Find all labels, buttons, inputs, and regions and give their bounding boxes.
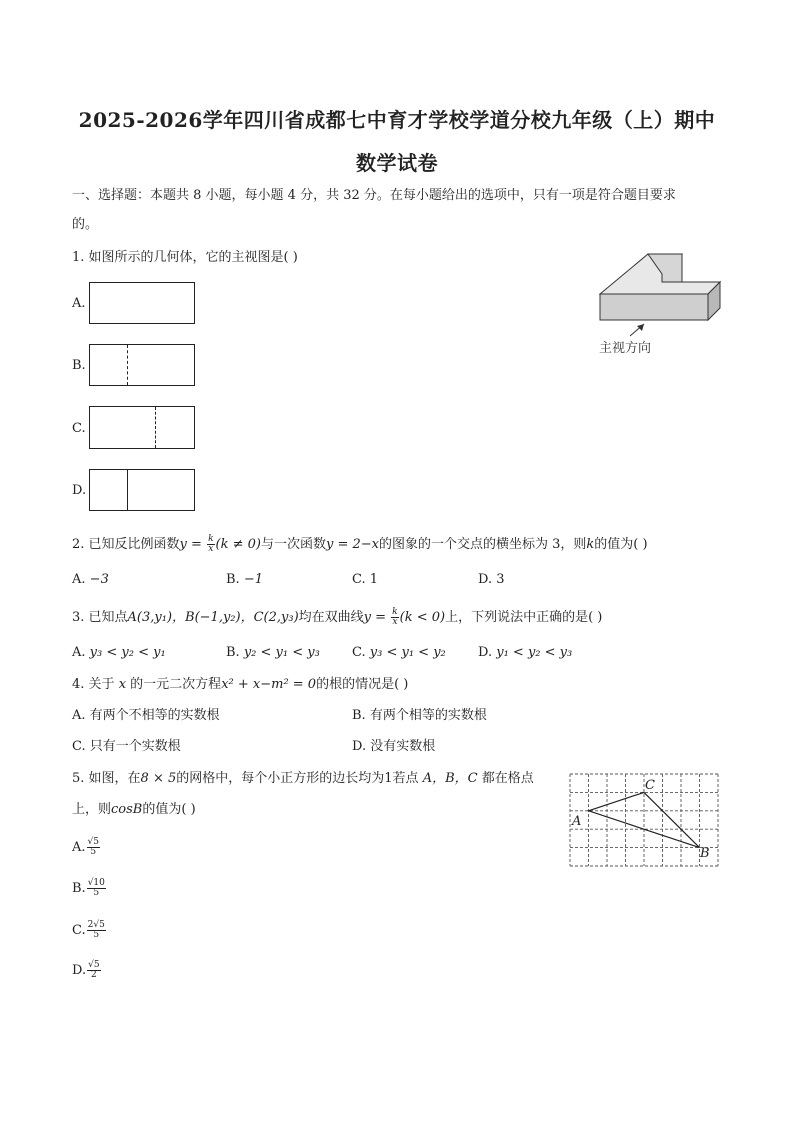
q1-option-d-label: D. [72,483,87,498]
q5-option-a-num: √5 [87,837,99,847]
visible-edge-line [127,470,128,510]
q5-option-b: B. $\frac{√10}{5}$ [72,878,105,898]
q2-var: k [586,537,595,552]
q2-text-post: 的图象的一个交点的横坐标为 3，则 [379,537,587,552]
q1-option-b-figure [89,344,195,386]
q4-text-post: 的根的情况是( ) [316,677,409,692]
section-header: 一、选择题：本题共 8 小题，每小题 4 分，共 32 分。在每小题给出的选项中，只有一项是符合题目要求 [72,188,676,203]
q2-option-c: C. 1 [352,572,379,587]
q2-text-pre: 2. 已知反比例函数 [72,537,180,552]
q5-option-c-den: 5 [93,930,100,940]
q2-func1-num: k [208,534,214,544]
q2-func1-lhs: y = [179,537,207,552]
q1-option-a-label: A. [72,296,86,311]
exam-title-line2: 数学试卷 [356,151,438,175]
q3-func-lhs: y = [363,610,391,625]
q3-option-d: D. y₁ < y₂ < y₃ [478,645,573,660]
q2-option-a: A. −3 [72,572,109,587]
q5-option-d-den: 2 [90,970,97,980]
q3-option-b: B. y₂ < y₁ < y₃ [226,645,320,660]
q5-option-a-den: 5 [90,847,97,857]
q1-stem: 1. 如图所示的几何体，它的主视图是( ) [72,250,298,265]
q3-func-fraction [391,608,398,627]
q5-option-a: A. $\frac{√5}{5}$ [72,837,99,857]
q5-label-c: C [645,778,655,793]
q5-option-d-num: √5 [88,960,100,970]
q2-stem [72,535,648,554]
q3-stem [72,608,602,627]
q2-text-end: 的值为( ) [594,537,648,552]
q1-option-a-figure [89,282,195,324]
hidden-edge-line [127,345,128,385]
q5-label-a: A [572,814,582,829]
q2-func1-fraction [207,535,214,554]
q3-func-cond: (k < 0) [399,610,446,625]
q5-option-b-num: √10 [87,878,105,888]
q5-option-c: C. $\frac{2√5}{5}$ [72,920,105,940]
q2-func1-cond: (k ≠ 0) [215,537,261,552]
q5-stem-line2: 上，则cosB的值为( ) [72,802,196,817]
q3-text-pre: 3. 已知点 [72,610,128,625]
q5-grid-size: 8 × 5 [140,771,177,786]
q2-option-d: D. 3 [478,572,505,587]
q5-cosb: cosB [111,802,143,817]
q5-label-b: B [700,846,710,861]
q3-text-mid: 均在双曲线 [298,610,364,625]
q5-side-length: 1 [384,771,393,786]
q4-equation: x² + x−m² = 0 [221,677,317,692]
section-header-cont: 的。 [72,217,99,232]
q5-option-c-num: 2√5 [87,920,105,930]
q1-option-b-label: B. [72,358,86,373]
q4-option-c: C. 只有一个实数根 [72,739,181,754]
q3-func-den: x [392,617,398,627]
q4-text-pre: 4. 关于 [72,677,115,692]
q1-option-c-figure [89,406,195,449]
q4-option-a: A. 有两个不相等的实数根 [72,708,220,723]
q1-view-direction-label: 主视方向 [599,341,652,356]
q4-option-b: B. 有两个相等的实数根 [352,708,487,723]
q1-option-d-figure [89,469,195,511]
q3-func-num: k [392,607,398,617]
q2-func2: y = 2−x [326,537,379,552]
q4-option-d: D. 没有实数根 [352,739,436,754]
q2-option-b: B. −1 [226,572,263,587]
q3-option-c: C. y₃ < y₁ < y₂ [352,645,446,660]
exam-title-line1: 2025-2026学年四川省成都七中育才学校学道分校九年级（上）期中 [78,108,716,132]
q3-option-a: A. y₃ < y₂ < y₁ [72,645,166,660]
q5-points: A，B，C [422,771,478,786]
q4-var: x [118,677,127,692]
q3-text-post: 上，下列说法中正确的是( ) [445,610,603,625]
q5-stem-line1: 5. 如图，在8 × 5的网格中，每个小正方形的边长均为1若点 A，B，C 都在格点 [72,771,534,786]
q4-stem [72,676,408,694]
q5-option-d: D. $\frac{√5}{2}$ [72,960,100,980]
q3-points: A(3,y₁)，B(−1,y₂)，C(2,y₃) [127,610,299,625]
q1-option-c-label: C. [72,421,86,436]
q5-option-b-den: 5 [93,888,100,898]
q2-text-mid: 与一次函数 [260,537,326,552]
q2-func1-den: x [208,544,214,554]
hidden-edge-line [155,407,156,448]
q4-text-mid: 的一元二次方程 [130,677,222,692]
